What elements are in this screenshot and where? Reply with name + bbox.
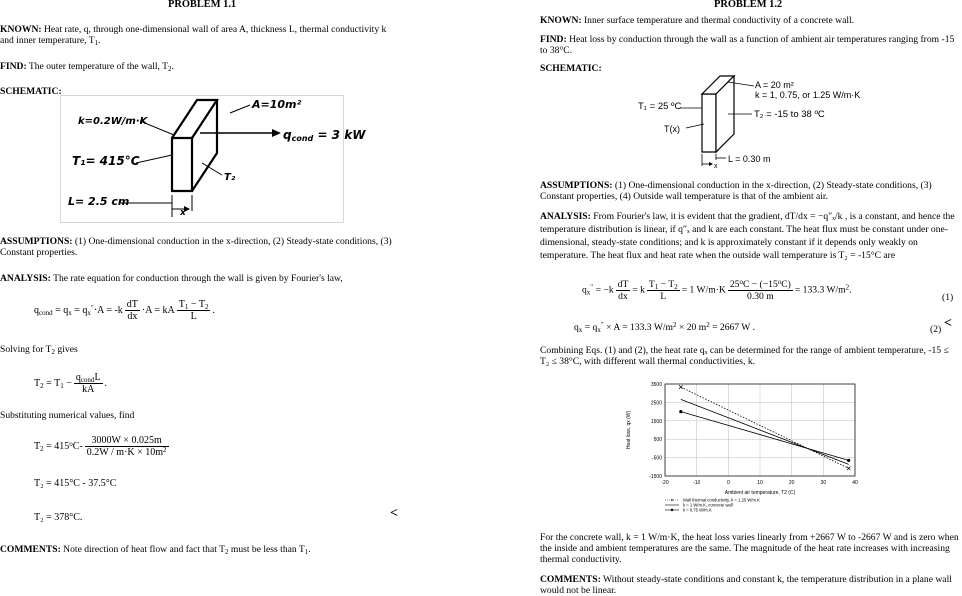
right-find-text: Heat loss by conduction through the wall as a function of ambient air temperatures ranging from -15 to 38°C. (540, 34, 955, 57)
left-A-leader (230, 105, 250, 113)
left-comments-text: Note direction of heat flow and fact that T (63, 544, 225, 555)
chart-x-tick-label: -20 (661, 480, 669, 486)
left-q-sub: cond (291, 134, 314, 143)
chart-data-point (847, 467, 851, 471)
left-result-final: T₂ = 378°C. (34, 512, 83, 523)
right-x-arrow-head (709, 162, 713, 166)
right-flux-equation: $q_x'' = -k$ $\frac{dT}{dx}$ = k $\frac{T_1 - T_2}{L}$ = 1 W/m·K $\frac{25^oC - (-15^oC)}{0.30 m}$ = 133.3 $W/m^2$. (582, 278, 852, 302)
chart-y-tick-label: 1500 (650, 418, 662, 425)
chart-legend-marker (671, 509, 673, 511)
right-k-label: k = 1, 0.75, or 1.25 W/m·K (755, 90, 861, 100)
right-known (540, 15, 854, 26)
right-analysis-text: From Fourier's law, it is evident that the gradient, dT/dx = −q″ₓ/k , is a constant, and hence the temperature distribution is linear, if q″ₓ and k are each constant. The heat flux must be constant under one-dimensional, steady-state conditions; and k is approximately constant if it depends only weakly on temperature. The heat flux and heat rate when the outside wall temperature is T₂ = -15°C are (540, 211, 955, 261)
left-assumptions-label: ASSUMPTIONS: (0, 236, 73, 247)
left-comments-mid: must be less than T (228, 544, 305, 555)
right-known-label: KNOWN: (540, 15, 582, 26)
left-comments-sub1: 2 (224, 548, 229, 556)
chart-data-point (679, 385, 683, 389)
right-assumptions (540, 180, 960, 202)
left-solving-sub: 2 (51, 348, 56, 356)
left-x-label: x (180, 208, 186, 218)
right-A-label: A = 20 m² (755, 80, 794, 90)
left-heat-arrow-head (272, 129, 281, 137)
right-problem-title: PROBLEM 1.2 (714, 0, 783, 10)
left-assumptions-text: (1) One-dimensional conduction in the x-direction, (2) Steady-state conditions, (3) Constant properties. (0, 236, 392, 259)
left-fourier-equation: $q_{cond} = q_x = q_x''\cdot A = -k$ $\frac{dT}{dx}$ ·A = kA $\frac{T_1 - T_2}{L}$ . (34, 299, 215, 322)
chart-legend-label-2: k = 1 W/m.K, concrete wall (683, 502, 733, 508)
left-result-intermediate: T₂ = 415°C - 37.5°C (34, 478, 117, 489)
left-known-sub: 1 (94, 39, 99, 48)
left-solving-text: Solving for T (0, 344, 52, 355)
left-known-text: Heat rate, q, through one-dimensional wall of area A, thickness L, thermal conductivity k and inner temperature, T (0, 24, 387, 47)
chart-y-tick-label: 2500 (650, 400, 662, 407)
chart-x-tick-label: 20 (788, 480, 795, 486)
right-schematic-heading: SCHEMATIC: (540, 63, 602, 74)
left-solving-end: gives (55, 344, 78, 355)
right-known-text: Inner surface temperature and thermal conductivity of a concrete wall. (583, 15, 855, 26)
left-q-label (283, 130, 365, 141)
chart-x-tick-label: 40 (852, 480, 858, 486)
left-analysis-label: ANALYSIS: (0, 273, 51, 284)
chart-data-point (679, 410, 682, 413)
chart-x-axis-label: Ambient air temperature, T2 (C) (724, 490, 796, 496)
chart-legend-label-1: Wall thermal conductivity, k = 1.25 W/m.K (683, 497, 760, 503)
left-substituted-equation: $T_2 = 415^oC-$ $\frac{3000W \times 0.025m}{0.2W / m\cdot K \times 10m^2}$ (34, 435, 167, 458)
chart-legend-label-3: k = 0.75 W/m.K (683, 507, 712, 513)
left-find (0, 61, 174, 72)
left-comments-label: COMMENTS: (0, 544, 61, 555)
chart-y-tick-label: 500 (653, 437, 662, 444)
chart-x-tick-label: -10 (693, 480, 701, 486)
chart-y-tick-label: -1500 (649, 474, 662, 480)
left-known-end: . (98, 35, 101, 47)
left-q-symbol: q (283, 128, 292, 142)
right-rate-equation: $q_x = q_x'' \times A = 133.3$ $W/m^2 \times 20$ $m^2 = 2667$ W . (574, 321, 755, 334)
right-assumptions-text: (1) One-dimensional conduction in the x-direction, (2) Steady-state conditions, (3) Constant properties, (4) Outside wall temperature is that of the ambient air. (540, 180, 932, 203)
right-Tx-leader (686, 124, 704, 128)
right-analysis (540, 210, 960, 262)
left-analysis-text: The rate equation for conduction through the wall is given by Fourier's law, (53, 273, 343, 284)
left-find-text: The outer temperature of the wall, T (28, 61, 169, 72)
left-solving (0, 344, 78, 355)
left-q-value: = 3 kW (317, 128, 366, 142)
left-k-label: k=0.2W/m·K (78, 116, 148, 127)
right-comments-label: COMMENTS: (540, 574, 601, 585)
right-Tx-label: T(x) (664, 124, 680, 134)
left-L-label: L= 2.5 cm (68, 195, 130, 208)
left-schematic-label (0, 86, 62, 97)
right-T1-label: T₁ = 25 ºC (638, 101, 682, 112)
left-answer-mark: < (390, 506, 398, 521)
chart-x-tick-label: 10 (757, 480, 763, 486)
heat-loss-chart (620, 378, 870, 528)
right-eq1-number: (1) (942, 292, 954, 303)
left-find-sub: 2 (168, 65, 172, 73)
right-T2-label: T₂ = -15 to 38 ºC (754, 109, 825, 120)
right-comments (540, 574, 960, 596)
chart-x-tick-label: 30 (820, 480, 827, 486)
left-find-end: . (171, 61, 174, 72)
left-comments (0, 544, 311, 555)
left-schematic-heading: SCHEMATIC: (0, 86, 62, 97)
chart-y-tick-label: 3500 (650, 382, 662, 388)
chart-y-axis-label: Heat loss, qx (W) (626, 410, 632, 450)
right-assumptions-label: ASSUMPTIONS: (540, 180, 613, 191)
right-L-label: L = 0.30 m (728, 154, 771, 164)
left-known (0, 24, 400, 46)
right-x-label: x (714, 163, 718, 170)
chart-data-point (847, 459, 850, 462)
right-concrete: For the concrete wall, k = 1 W/m·K, the heat loss varies linearly from +2667 W to -2667 W and is zero when the inside and ambient temperatures are the same. The magnitude of the heat rate increases with increasing thermal conductivity. (540, 532, 959, 566)
right-comments-text: Without steady-state conditions and constant k, the temperature distribution in a plane wall would not be linear. (540, 574, 952, 596)
left-find-label: FIND: (0, 61, 27, 72)
left-known-label: KNOWN: (0, 24, 42, 35)
left-A-label: A=10m² (252, 98, 302, 111)
chart-x-tick-label: 0 (726, 480, 730, 486)
left-T1-label: T₁= 415°C (72, 154, 140, 168)
left-comments-sub2: 1 (304, 548, 309, 556)
left-analysis (0, 273, 343, 284)
left-wall-slab (172, 100, 217, 191)
right-analysis-label: ANALYSIS: (540, 211, 591, 222)
right-eq2-number: (2) (930, 324, 942, 335)
right-schematic-label (540, 63, 602, 74)
right-find (540, 34, 960, 56)
left-T1-leader (136, 155, 172, 163)
left-T2-label: T₂ (224, 172, 236, 183)
chart-y-tick-label: -500 (651, 455, 662, 462)
left-solve-equation: $T_2 = T_1$ − $\frac{q_{cond}L}{kA}$ . (34, 372, 108, 395)
left-problem-title: PROBLEM 1.1 (168, 0, 237, 10)
left-substituting: Substituting numerical values, find (0, 410, 135, 421)
right-find-label: FIND: (540, 34, 567, 45)
left-assumptions (0, 236, 400, 258)
right-combining: Combining Eqs. (1) and (2), the heat rate qₓ can be determined for the range of ambient temperature, -15 ≤ T₂ ≤ 38°C, with different wall thermal conductivities, k. (540, 345, 949, 368)
left-comments-end: . (308, 544, 311, 555)
right-answer-mark: < (944, 316, 952, 331)
